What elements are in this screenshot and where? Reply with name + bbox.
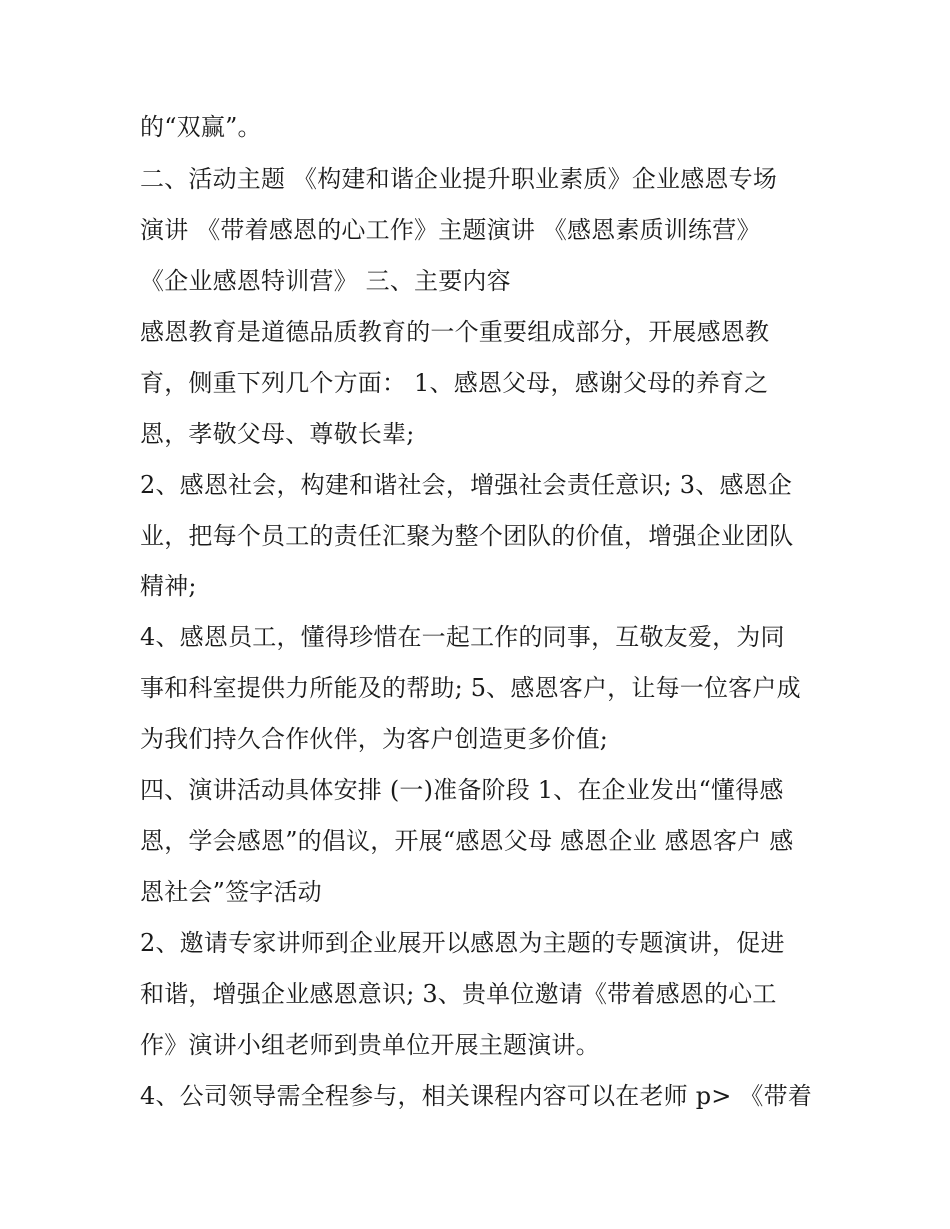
- text-line: 的“双赢”。: [140, 113, 262, 141]
- text-line: 和谐，增强企业感恩意识; 3、贵单位邀请《带着感恩的心工: [140, 980, 777, 1008]
- text-line: 业，把每个员工的责任汇聚为整个团队的价值，增强企业团队: [140, 522, 794, 550]
- text-line: 演讲 《带着感恩的心工作》主题演讲 《感恩素质训练营》: [140, 216, 761, 244]
- text-line: 为我们持久合作伙伴，为客户创造更多价值;: [140, 725, 609, 753]
- text-line: 恩，孝敬父母、尊敬长辈;: [140, 420, 415, 448]
- text-line: 4、公司领导需全程参与，相关课程内容可以在老师 p> 《带着: [140, 1082, 812, 1110]
- text-line: 4、感恩员工，懂得珍惜在一起工作的同事，互敬友爱，为同: [140, 623, 785, 651]
- text-line: 感恩教育是道德品质教育的一个重要组成部分，开展感恩教: [140, 318, 770, 346]
- text-line: 2、邀请专家讲师到企业展开以感恩为主题的专题演讲，促进: [140, 929, 785, 957]
- text-line: 二、活动主题 《构建和谐企业提升职业素质》企业感恩专场: [140, 165, 778, 193]
- text-line: 育，侧重下列几个方面： 1、感恩父母，感谢父母的养育之: [140, 369, 769, 397]
- text-line: 精神;: [140, 572, 197, 600]
- text-line: 恩，学会感恩”的倡议，开展“感恩父母 感恩企业 感恩客户 感: [140, 827, 794, 855]
- text-line: 恩社会”签字活动: [140, 878, 322, 906]
- text-line: 四、演讲活动具体安排 (一)准备阶段 1、在企业发出“懂得感: [140, 776, 784, 804]
- text-line: 事和科室提供力所能及的帮助; 5、感恩客户，让每一位客户成: [140, 674, 801, 702]
- text-line: 作》演讲小组老师到贵单位开展主题演讲。: [140, 1031, 600, 1059]
- text-line: 《企业感恩特训营》 三、主要内容: [140, 267, 511, 295]
- text-line: 2、感恩社会，构建和谐社会，增强社会责任意识; 3、感恩企: [140, 471, 793, 499]
